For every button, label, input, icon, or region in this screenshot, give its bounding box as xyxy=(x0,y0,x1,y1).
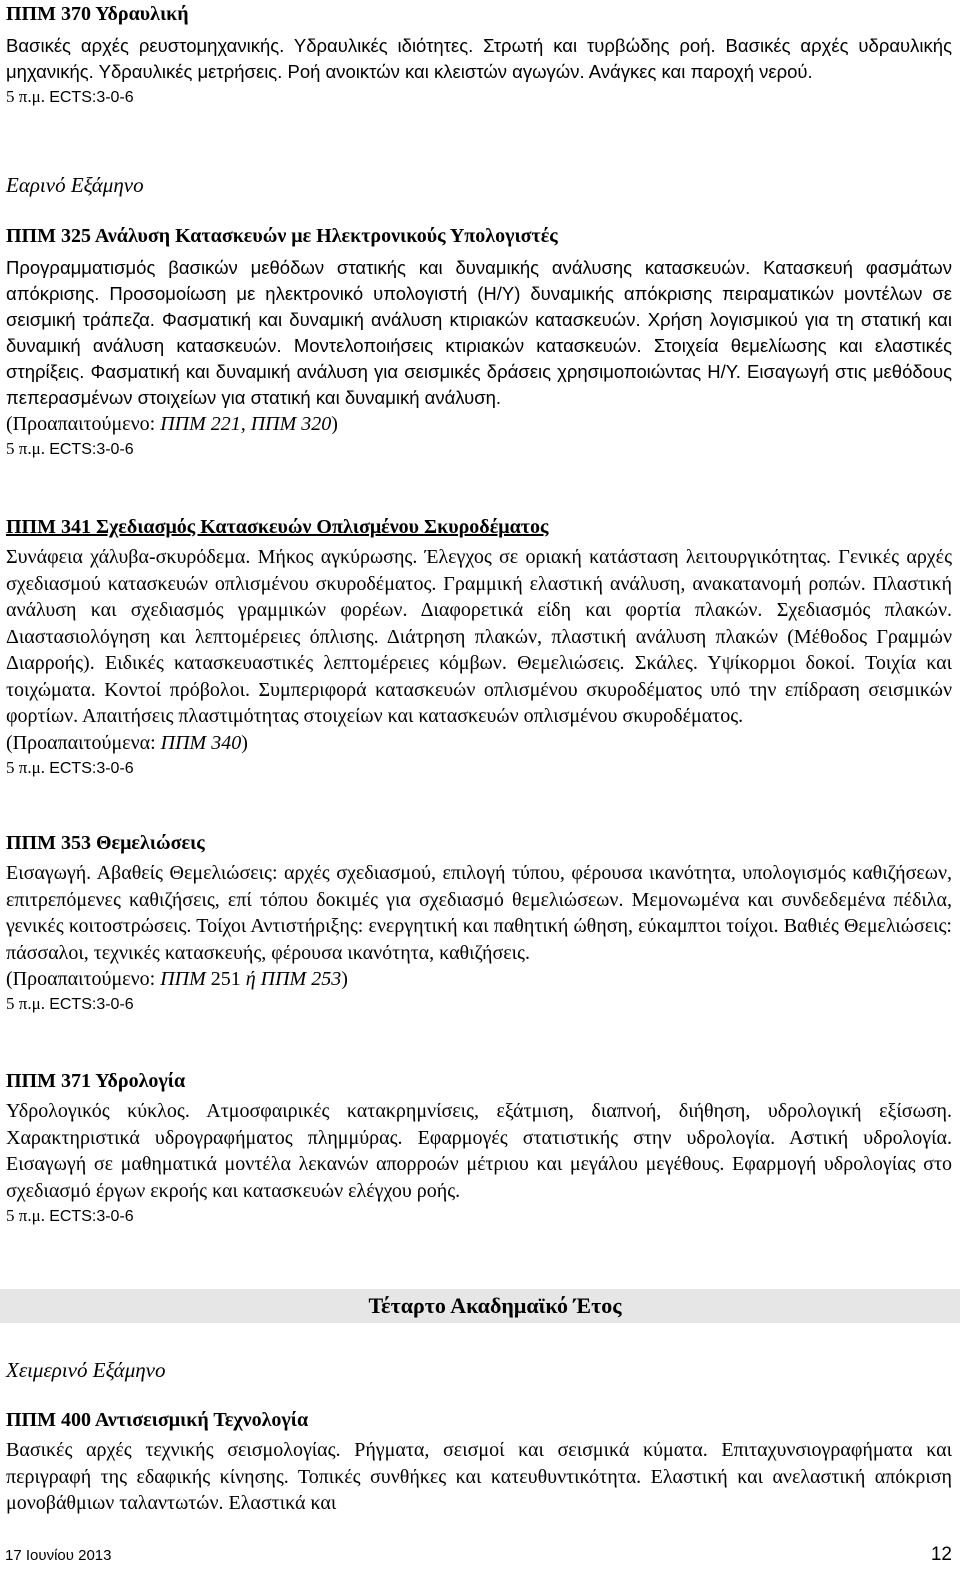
page-number: 12 xyxy=(930,1544,952,1565)
semester-heading-winter: Χειμερινό Εξάμηνο xyxy=(6,1358,166,1382)
course-description: Εισαγωγή. Αβαθείς Θεμελιώσεις: αρχές σχεδιασμού, επιλογή τύπου, φέρουσα ικανότητα, υπολογισμός καθιζήσεων, επιτρεπόμενες καθιζήσεις, επί τόπου δοκιμές για σχεδιασμό θεμελιώσεων. Μεμονωμένα και συνδεδεμένα πέδιλα, γενικές κοιτοστρώσεις. Τοίχοι Αντιστήριξης: ενεργητική και παθητική ώθηση, εύκαμπτοι τοίχοι. Βαθιές Θεμελιώσεις: πάσσαλοι, τεχνικές κατασκευής, φέρουσα ικανότητα, καθιζήσεις. xyxy=(6,862,952,964)
ects-value: ECTS:3-0-6 xyxy=(49,996,134,1013)
course-title: ΠΠΜ 370 Υδραυλική xyxy=(6,3,189,25)
course-credits xyxy=(6,756,952,781)
ects-value: ECTS:3-0-6 xyxy=(49,1208,134,1225)
course-description: Βασικές αρχές ρευστομηχανικής. Υδραυλικές ιδιότητες. Στρωτή και τυρβώδης ροή. Βασικές αρχές υδραυλικής μηχανικής. Υδραυλικές μετρήσεις. Ροή ανοικτών και κλειστών αγωγών. Ανάγκες και παροχή νερού. xyxy=(6,35,952,82)
course-description: Συνάφεια χάλυβα-σκυρόδεμα. Μήκος αγκύρωσης. Έλεγχος σε οριακή κατάσταση λειτουργικότητας. Γενικές αρχές σχεδιασμού κατασκευών οπλισμένου σκυροδέματος. Γραμμική ελαστική ανάλυση, ανακατανομή ροπών. Πλαστική ανάλυση και σχεδιασμός γραμμικών φορέων. Διαφορετικά είδη και φορτία πλακών. Σχεδιασμός πλακών. Διαστασιολόγηση και λεπτομέρειες όπλισης. Διάτρηση πλακών, πλαστική ανάλυση πλακών (Μέθοδος Γραμμών Διαρροής). Ειδικές κατασκευαστικές λεπτομέρειες κόμβων. Θεμελιώσεις. Σκάλες. Υψίκορμοι δοκοί. Τοιχία και τοιχώματα. Κοντοί πρόβολοι. Συμπεριφορά κατασκευών οπλισμένου σκυροδέματος υπό την επίδραση σεισμικών φορτίων. Απαιτήσεις πλαστιμότητας στοιχείων και κατασκευών οπλισμένου σκυροδέματος. xyxy=(6,546,952,727)
prereq-course-a: ΠΠΜ xyxy=(160,968,206,990)
ects-value: ECTS:3-0-6 xyxy=(49,759,134,777)
course-credits xyxy=(6,437,952,462)
footer-date: 17 Ιουνίου 2013 xyxy=(5,1547,112,1564)
prereq-end: ) xyxy=(331,413,338,435)
credits-value: 5 π.μ. xyxy=(6,994,45,1013)
credits-value: 5 π.μ. xyxy=(6,757,45,777)
course-description: Υδρολογικός κύκλος. Ατμοσφαιρικές κατακρημνίσεις, εξάτμιση, διαπνοή, διήθηση, υδρολογική εξίσωση. Χαρακτηριστικά υδρογραφήματος πλημμύρας. Εφαρμογές στατιστικής στην υδρολογία. Αστική υδρολογία. Εισαγωγή σε μαθηματικά μοντέλα λεκανών απορροών μέτριου και μεγάλου μεγέθους. Εφαρμογή υδρολογίας στο σχεδιασμό έργων εκροής και κατασκευών ελέγχου ροής. xyxy=(6,1100,952,1202)
course-400 xyxy=(6,1408,952,1517)
prereq-label: (Προαπαιτούμενα: xyxy=(6,731,161,754)
credits-value: 5 π.μ. xyxy=(6,87,45,106)
course-credits xyxy=(6,1204,952,1229)
credits-value: 5 π.μ. xyxy=(6,439,45,458)
course-description: Βασικές αρχές τεχνικής σεισμολογίας. Ρήγματα, σεισμοί και σεισμικά κύματα. Επιταχυνσιογραφήματα και περιγραφή της εδαφικής κίνησης. Τοπικές συνθήκες και κατευθυντικότητα. Ελαστική και ανελαστική απόκριση μονοβάθμιων ταλαντωτών. Ελαστικά και xyxy=(6,1439,952,1514)
course-title: ΠΠΜ 371 Υδρολογία xyxy=(6,1070,186,1092)
prereq-label: (Προαπαιτούμενο: xyxy=(6,413,161,435)
course-title: ΠΠΜ 341 Σχεδιασμός Κατασκευών Οπλισμένου Σκυροδέματος xyxy=(6,516,549,538)
prereq-value: ΠΠΜ 340 xyxy=(160,731,242,754)
year-banner-title: Τέταρτο Ακαδημαϊκό Έτος xyxy=(368,1293,622,1318)
course-credits xyxy=(6,992,952,1017)
credits-value: 5 π.μ. xyxy=(6,1206,45,1225)
ects-value: ECTS:3-0-6 xyxy=(49,89,134,106)
prereq-end: ) xyxy=(341,968,348,990)
course-prerequisite xyxy=(6,730,952,756)
course-prerequisite xyxy=(6,966,952,992)
course-title: ΠΠΜ 325 Ανάλυση Κατασκευών με Ηλεκτρονικούς Υπολογιστές xyxy=(6,225,558,247)
prereq-label: (Προαπαιτούμενο: xyxy=(6,968,161,990)
course-341 xyxy=(6,515,952,781)
course-325 xyxy=(6,224,952,462)
course-description: Προγραμματισμός βασικών μεθόδων στατικής και δυναμικής ανάλυσης κατασκευών. Κατασκευή φασμάτων απόκρισης. Προσομοίωση με ηλεκτρονικό υπολογιστή (Η/Υ) δυναμικής απόκρισης πειραματικών μοντέλων σε σεισμική τράπεζα. Φασματική και δυναμική ανάλυση κτιριακών κατασκευών. Χρήση λογισμικού για τη στατική και δυναμική ανάλυση κατασκευών. Μοντελοποιήσεις κτιριακών κατασκευών. Στοιχεία θεμελίωσης και ελαστικές στηρίξεις. Φασματική και δυναμική ανάλυση για σεισμικές δράσεις χρησιμοποιώντας Η/Υ. Εισαγωγή στις μεθόδους πεπερασμένων στοιχείων για στατική και δυναμική ανάλυση. xyxy=(6,257,952,408)
course-371 xyxy=(6,1069,952,1229)
ects-value: ECTS:3-0-6 xyxy=(49,441,134,458)
course-353 xyxy=(6,831,952,1017)
course-title: ΠΠΜ 400 Αντισεισμική Τεχνολογία xyxy=(6,1409,309,1431)
prereq-end: ) xyxy=(241,731,248,754)
prereq-value: ΠΠΜ 221, ΠΠΜ 320 xyxy=(160,413,332,435)
prereq-number: 251 xyxy=(205,968,246,990)
course-370 xyxy=(6,2,952,110)
course-credits xyxy=(6,85,952,110)
course-prerequisite xyxy=(6,411,952,437)
prereq-course-b: ή ΠΠΜ 253 xyxy=(245,968,342,990)
semester-heading-spring: Εαρινό Εξάμηνο xyxy=(6,173,144,197)
course-title: ΠΠΜ 353 Θεμελιώσεις xyxy=(6,832,205,854)
